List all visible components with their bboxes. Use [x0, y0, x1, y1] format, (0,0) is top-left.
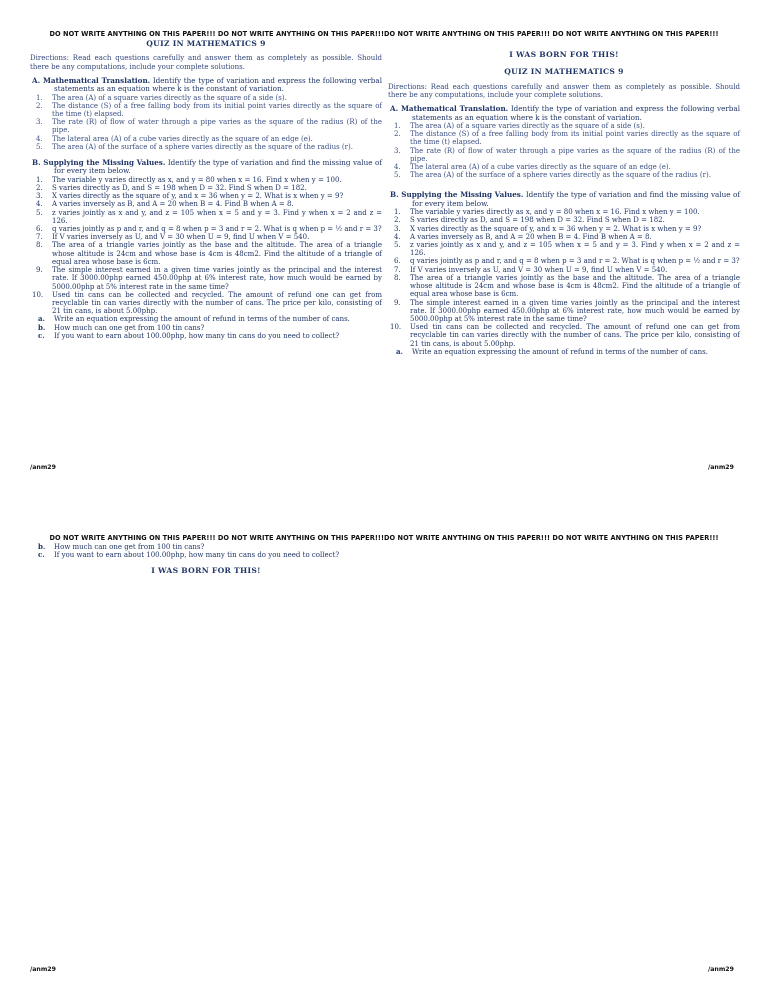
list-item: 10. Used tin cans can be collected and recycled. The amount of refund one can get from recyclable tin can varies directly with the number of cans. The price per kilo, consisting of 21 tin cans, is about 5.00php. [32, 290, 382, 316]
directions-text: Directions: Read each questions carefully and answer them as completely as possible. Should there be any computations, include your complete solutions. [30, 54, 382, 71]
list-item: 6. q varies jointly as p and r, and q = 8 when p = 3 and r = 2. What is q when p = ½ and r = 3? [394, 257, 740, 266]
warning-banner: DO NOT WRITE ANYTHING ON THIS PAPER!!! DO NOT WRITE ANYTHING ON THIS PAPER!!!DO NOT WRITE ANYTHING ON THIS PAPER!!! DO NOT WRITE ANYTHING ON THIS PAPER!!! [49, 30, 719, 38]
quiz-title: QUIZ IN MATHEMATICS 9 [146, 39, 266, 48]
section-a-label: A. Mathematical Translation. [32, 75, 151, 85]
list-item: 7. If V varies inversely as U, and V = 30 when U = 9, find U when V = 540. [394, 265, 668, 274]
list-item: c. If you want to earn about 100.00php, how many tin cans do you need to collect? [38, 550, 340, 560]
quiz-column-left [30, 40, 382, 340]
section-a-label: A. Mathematical Translation. [390, 104, 509, 114]
list-item: 2. The distance (S) of a free falling body from its initial point varies directly as the square of the time (t) elapsed. [394, 130, 740, 147]
motto-heading: I WAS BORN FOR THIS! [151, 566, 261, 576]
list-item: a. Write an equation expressing the amount of refund in terms of the number of cans. [38, 314, 350, 324]
list-item: 3. The rate (R) of flow of water through a pipe varies as the square of the radius (R) of the pipe. [36, 118, 382, 135]
list-item: 9. The simple interest earned in a given time varies jointly as the principal and the interest rate. If 3000.00php earned 450.00php at 6% interest rate, how much would be earned by 5000.00php at 5% interest rate in the same time? [394, 298, 740, 323]
warning-banner: DO NOT WRITE ANYTHING ON THIS PAPER!!! DO NOT WRITE ANYTHING ON THIS PAPER!!!DO NOT WRITE ANYTHING ON THIS PAPER!!! DO NOT WRITE ANYTHING ON THIS PAPER!!! [49, 534, 719, 542]
list-item: 6. q varies jointly as p and r, and q = 8 when p = 3 and r = 2. What is q when p = ½ and r = 3? [36, 225, 382, 234]
list-item: 2. S varies directly as D, and S = 198 when D = 32. Find S when D = 182. [394, 216, 665, 225]
list-item: 4. A varies inversely as B, and A = 20 when B = 4. Find B when A = 8. [394, 232, 652, 241]
list-item: 3. X varies directly as the square of y, and x = 36 when y = 2. What is x when y = 9? [36, 192, 344, 201]
section-b-text: Identify the type of variation and find the missing value of for every item below. [54, 158, 382, 176]
section-b-label: B. Supplying the Missing Values. [390, 190, 524, 200]
list-item: b. How much can one get from 100 tin cans? [38, 322, 205, 332]
list-item: 8. The area of a triangle varies jointly as the base and the altitude. The area of a triangle whose altitude is 24cm and whose base is 4cm is 48cm2. Find the altitude of a triangle of equal area whose base is 6cm. [394, 273, 740, 299]
section-b-heading [30, 159, 382, 176]
list-item: 1. The area (A) of a square varies directly as the square of a side (s). [36, 93, 287, 102]
section-b-text: Identify the type of variation and find the missing value of for every item below. [412, 190, 740, 208]
section-b-sub-list [388, 348, 740, 356]
section-b-label: B. Supplying the Missing Values. [32, 158, 166, 168]
directions-text: Directions: Read each questions carefully and answer them as completely as possible. Should there be any computations, include your complete solutions. [388, 82, 740, 100]
motto-heading: I WAS BORN FOR THIS! [509, 50, 619, 59]
quiz-title: QUIZ IN MATHEMATICS 9 [504, 67, 624, 77]
list-item: 1. The area (A) of a square varies directly as the square of a side (s). [394, 122, 645, 131]
list-item: 4. The lateral area (A) of a cube varies directly as the square of an edge (e). [36, 134, 313, 143]
section-b-list [388, 208, 740, 347]
list-item: 10. Used tin cans can be collected and recycled. The amount of refund one can get from recyclable tin can varies directly with the number of cans. The price per kilo, consisting of 21 tin cans, is about 5.00php. [390, 323, 740, 348]
section-b-sub-list [30, 543, 382, 559]
list-item: 8. The area of a triangle varies jointly as the base and the altitude. The area of a triangle whose altitude is 24cm and whose base is 4cm is 48cm2. Find the altitude of a triangle of equal area whose base is 6cm. [36, 241, 382, 266]
list-item: 1. The variable y varies directly as x, and y = 80 when x = 16. Find x when y = 100. [394, 208, 700, 217]
quiz-column-right [388, 51, 740, 356]
section-a-list [388, 122, 740, 179]
list-item: 3. The rate (R) of flow of water through a pipe varies as the square of the radius (R) of the pipe. [394, 146, 740, 163]
footer-code: /anm29 [708, 966, 734, 973]
list-item: 5. z varies jointly as x and y, and z = 105 when x = 5 and y = 3. Find y when x = 2 and z = 126. [36, 208, 382, 225]
list-item: 3. X varies directly as the square of y, and x = 36 when y = 2. What is x when y = 9? [394, 224, 702, 233]
list-item: 4. A varies inversely as B, and A = 20 when B = 4. Find B when A = 8. [36, 200, 294, 209]
list-item: c. If you want to earn about 100.00php, how many tin cans do you need to collect? [38, 330, 340, 340]
list-item: 5. The area (A) of the surface of a sphere varies directly as the square of the radius (r). [394, 171, 711, 180]
list-item: 2. S varies directly as D, and S = 198 when D = 32. Find S when D = 182. [36, 184, 307, 193]
section-b-list [30, 176, 382, 315]
section-b-sub-list [30, 315, 382, 340]
list-item: 5. z varies jointly as x and y, and z = 105 when x = 5 and y = 3. Find y when x = 2 and z = 126. [394, 241, 740, 258]
section-b-heading [388, 191, 740, 208]
list-item: 4. The lateral area (A) of a cube varies directly as the square of an edge (e). [394, 163, 671, 172]
quiz-column-left-continued [30, 543, 382, 576]
page-bottom-half [0, 528, 768, 1006]
list-item: 1. The variable y varies directly as x, and y = 80 when x = 16. Find x when y = 100. [36, 175, 342, 184]
footer-code: /anm29 [708, 464, 734, 471]
list-item: b. How much can one get from 100 tin cans? [38, 542, 205, 551]
section-a-text: Identify the type of variation and express the following verbal statements as an equation where k is the constant of variation. [412, 104, 740, 122]
list-item: 9. The simple interest earned in a given time varies jointly as the principal and the interest rate. If 3000.00php earned 450.00php at 6% interest rate, how much would be earned by 5000.00php at 5% interest rate in the same time? [36, 266, 382, 291]
section-a-heading [388, 105, 740, 122]
footer-code: /anm29 [30, 966, 56, 973]
list-item: a. Write an equation expressing the amount of refund in terms of the number of cans. [396, 346, 708, 356]
footer-code: /anm29 [30, 464, 56, 471]
section-a-list [30, 94, 382, 151]
page-top-half [0, 0, 768, 480]
section-a-heading [30, 77, 382, 94]
list-item: 7. If V varies inversely as U, and V = 30 when U = 9, find U when V = 540. [36, 233, 310, 242]
list-item: 2. The distance (S) of a free falling body from its initial point varies directly as the square of the time (t) elapsed. [36, 101, 382, 119]
section-a-text: Identify the type of variation and express the following verbal statements as an equation where k is the constant of variation. [54, 75, 382, 94]
list-item: 5. The area (A) of the surface of a sphere varies directly as the square of the radius (r). [36, 142, 353, 151]
